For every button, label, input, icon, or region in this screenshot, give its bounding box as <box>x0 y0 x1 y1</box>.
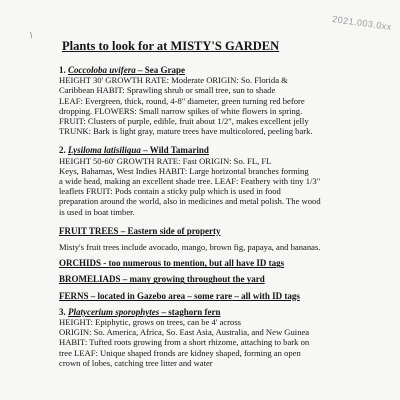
plant-latin-name: Coccoloba uvifera <box>68 65 136 75</box>
plant-line: Keys, Bahamas, West Indies HABIT: Large horizontal branches forming <box>59 165 309 176</box>
plant-latin-name: Lysiloma latisiliqua <box>68 145 141 156</box>
plant-latin-name: Platycerium sporophytes <box>68 306 160 317</box>
plant-line: a wide head, making an excellent shade tree. LEAF: Feathery with tiny 1/3" <box>59 176 321 187</box>
plant-line: HABIT: Tufted roots growing from a short rhizome, attaching to bark on <box>59 337 310 348</box>
plant-common-name: – staghorn fern <box>159 306 221 317</box>
plant-title <box>59 145 392 155</box>
plant-line: leaflets FRUIT: Pods contain a sticky pulp which is used in food <box>59 186 281 197</box>
plant-line: ORIGIN: So. America, Africa, So. East Asia, Australia, and New Guinea <box>59 327 310 338</box>
plant-line: tree LEAF: Unique shaped fronds are kidney shaped, forming an open <box>59 347 301 358</box>
plant-number: 1. <box>59 65 66 75</box>
plant-sea-grape <box>59 65 392 136</box>
plant-number: 3. <box>59 306 66 317</box>
plant-line: preparation around the world, also in medicines and metal polish. The wood <box>59 196 321 207</box>
scan-mark: / <box>27 30 35 40</box>
plant-line: HEIGHT 30' GROWTH RATE: Moderate ORIGIN: So. Florida & <box>59 75 288 86</box>
plant-line: LEAF: Evergreen, thick, round, 4-8" diameter, green turning red before <box>59 95 305 106</box>
page-title: Plants to look for at MISTY'S GARDEN <box>62 39 280 53</box>
document-body <box>59 65 392 377</box>
plant-line: FRUIT: Clusters of purple, edible, fruit about 1/2", makes excellent jelly <box>59 116 309 127</box>
plant-line: Caribbean HABIT: Sprawling shrub or small tree, sun to shade <box>59 85 276 96</box>
plant-common-name: – Sea Grape <box>135 65 185 75</box>
plant-line: TRUNK: Bark is light gray, mature trees have multicolored, peeling bark. <box>59 126 313 137</box>
plant-line: HEIGHT 50-60' GROWTH RATE: Fast ORIGIN: So. FL, FL <box>59 155 272 166</box>
ferns-heading: FERNS – located in Gazebo area – some rare – all with ID tags <box>59 290 300 301</box>
plant-line: is used in boat timber. <box>59 206 135 217</box>
archive-stamp: 2021.003.0xx <box>331 13 393 33</box>
plant-line: crown of lobes, catching tree litter and water <box>59 357 213 368</box>
plant-title <box>59 307 392 317</box>
plant-staghorn-fern <box>59 307 392 368</box>
plant-wild-tamarind <box>59 145 392 216</box>
orchids-heading: ORCHIDS - too numerous to mention, but all have ID tags <box>59 258 285 269</box>
plant-common-name: – Wild Tamarind <box>140 145 209 156</box>
plant-line: dropping. FLOWERS: Small narrow spikes of white flowers in spring. <box>59 105 303 116</box>
plant-line: HEIGHT: Epiphytic, grows on trees, can be 4' across <box>59 317 242 328</box>
plant-title <box>59 65 392 75</box>
fruit-trees-heading: FRUIT TREES – Eastern side of property <box>59 225 221 236</box>
plant-number: 2. <box>59 145 66 156</box>
bromeliads-heading: BROMELIADS – many growing throughout the yard <box>59 274 265 285</box>
fruit-trees-text: Misty's fruit trees include avocado, mango, brown fig, papaya, and bananas. <box>59 242 321 253</box>
